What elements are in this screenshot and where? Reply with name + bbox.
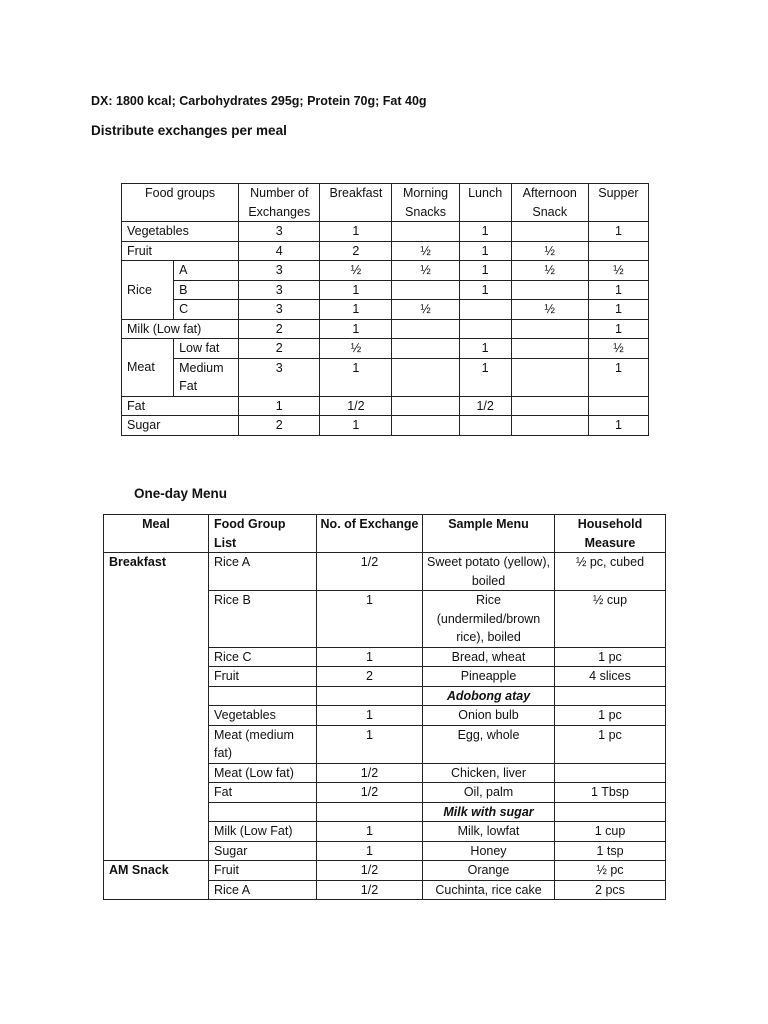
exchange-cell: 1 bbox=[317, 841, 423, 861]
exchange-value-cell: 3 bbox=[239, 261, 320, 281]
exchange-value-cell: ½ bbox=[392, 241, 459, 261]
dish-subheading: Adobong atay bbox=[423, 686, 555, 706]
exchange-distribution-table bbox=[121, 183, 649, 436]
exchange-value-cell bbox=[392, 416, 459, 436]
header-cell: Food Group List bbox=[209, 515, 317, 553]
household-measure-cell bbox=[555, 763, 666, 783]
sample-menu-cell: Honey bbox=[423, 841, 555, 861]
sample-menu-cell: Milk, lowfat bbox=[423, 822, 555, 842]
food-group-cell: Vegetables bbox=[122, 222, 239, 242]
food-group-cell: Fruit bbox=[122, 241, 239, 261]
header-cell: Sample Menu bbox=[423, 515, 555, 553]
exchange-value-cell bbox=[392, 280, 459, 300]
exchange-value-cell bbox=[392, 396, 459, 416]
household-measure-cell: 4 slices bbox=[555, 667, 666, 687]
food-group-cell: Sugar bbox=[122, 416, 239, 436]
exchange-value-cell: ½ bbox=[320, 339, 392, 359]
food-subgroup-cell: Medium Fat bbox=[174, 358, 239, 396]
food-group-cell: Meat (medium fat) bbox=[209, 725, 317, 763]
exchange-value-cell: 1/2 bbox=[320, 396, 392, 416]
exchange-value-cell: 3 bbox=[239, 300, 320, 320]
header-food-groups: Food groups bbox=[122, 184, 239, 222]
exchange-value-cell: 1 bbox=[588, 280, 648, 300]
sample-menu-cell: Chicken, liver bbox=[423, 763, 555, 783]
exchange-value-cell bbox=[588, 241, 648, 261]
table-header-row bbox=[104, 515, 666, 553]
sample-menu-cell: Egg, whole bbox=[423, 725, 555, 763]
exchange-value-cell: 1 bbox=[588, 416, 648, 436]
section-heading: Distribute exchanges per meal bbox=[91, 123, 287, 138]
exchange-value-cell bbox=[459, 300, 511, 320]
household-measure-cell bbox=[555, 802, 666, 822]
exchange-value-cell bbox=[459, 416, 511, 436]
header-cell: Afternoon Snack bbox=[511, 184, 588, 222]
table-row bbox=[122, 241, 649, 261]
exchange-value-cell: 1 bbox=[459, 358, 511, 396]
exchange-value-cell: ½ bbox=[392, 300, 459, 320]
header-cell: Breakfast bbox=[320, 184, 392, 222]
exchange-value-cell: 1 bbox=[459, 280, 511, 300]
food-group-cell: Milk (Low Fat) bbox=[209, 822, 317, 842]
exchange-value-cell bbox=[392, 319, 459, 339]
exchange-value-cell: 1 bbox=[459, 261, 511, 281]
header-cell: Lunch bbox=[459, 184, 511, 222]
exchange-value-cell bbox=[459, 319, 511, 339]
exchange-value-cell bbox=[392, 339, 459, 359]
diagnosis-line: DX: 1800 kcal; Carbohydrates 295g; Protein 70g; Fat 40g bbox=[91, 94, 427, 108]
household-measure-cell: 1 pc bbox=[555, 706, 666, 726]
food-subgroup-cell: A bbox=[174, 261, 239, 281]
header-cell: Supper bbox=[588, 184, 648, 222]
household-measure-cell bbox=[555, 686, 666, 706]
food-group-cell: Fat bbox=[209, 783, 317, 803]
food-group-cell: Vegetables bbox=[209, 706, 317, 726]
one-day-menu-table bbox=[103, 514, 666, 900]
table-row bbox=[122, 396, 649, 416]
exchange-cell bbox=[317, 802, 423, 822]
table-row bbox=[122, 358, 649, 396]
sample-menu-cell: Orange bbox=[423, 861, 555, 881]
exchange-value-cell: 1 bbox=[239, 396, 320, 416]
exchange-value-cell bbox=[511, 280, 588, 300]
household-measure-cell: ½ cup bbox=[555, 591, 666, 648]
table-row bbox=[122, 300, 649, 320]
household-measure-cell: 1 pc bbox=[555, 647, 666, 667]
header-cell: Meal bbox=[104, 515, 209, 553]
exchange-value-cell bbox=[511, 396, 588, 416]
food-group-cell: Fat bbox=[122, 396, 239, 416]
exchange-value-cell bbox=[588, 396, 648, 416]
exchange-cell: 1/2 bbox=[317, 783, 423, 803]
sample-menu-cell: Pineapple bbox=[423, 667, 555, 687]
food-subgroup-cell: B bbox=[174, 280, 239, 300]
household-measure-cell: 1 tsp bbox=[555, 841, 666, 861]
food-group-cell: Meat (Low fat) bbox=[209, 763, 317, 783]
food-subgroup-cell: C bbox=[174, 300, 239, 320]
exchange-value-cell: ½ bbox=[511, 300, 588, 320]
sample-menu-cell: Sweet potato (yellow), boiled bbox=[423, 553, 555, 591]
exchange-value-cell: 1 bbox=[320, 280, 392, 300]
food-group-cell bbox=[209, 686, 317, 706]
sample-menu-cell: Cuchinta, rice cake bbox=[423, 880, 555, 900]
exchange-value-cell: 1 bbox=[320, 300, 392, 320]
sample-menu-cell: Oil, palm bbox=[423, 783, 555, 803]
food-group-cell: Fruit bbox=[209, 667, 317, 687]
food-group-cell: Rice C bbox=[209, 647, 317, 667]
exchange-value-cell bbox=[511, 416, 588, 436]
household-measure-cell: ½ pc bbox=[555, 861, 666, 881]
exchange-cell: 1/2 bbox=[317, 763, 423, 783]
exchange-value-cell bbox=[511, 319, 588, 339]
household-measure-cell: 1 pc bbox=[555, 725, 666, 763]
food-group-cell: Fruit bbox=[209, 861, 317, 881]
food-group-cell: Rice B bbox=[209, 591, 317, 648]
exchange-value-cell: 1 bbox=[588, 358, 648, 396]
food-group-cell: Sugar bbox=[209, 841, 317, 861]
exchange-value-cell: ½ bbox=[392, 261, 459, 281]
food-subgroup-cell: Low fat bbox=[174, 339, 239, 359]
exchange-value-cell: 1 bbox=[588, 300, 648, 320]
exchange-value-cell: 1 bbox=[320, 222, 392, 242]
table-row bbox=[122, 319, 649, 339]
exchange-value-cell: ½ bbox=[511, 261, 588, 281]
food-group-cell: Milk (Low fat) bbox=[122, 319, 239, 339]
menu-title: One-day Menu bbox=[134, 486, 228, 501]
table-header-row bbox=[122, 184, 649, 222]
table-row bbox=[104, 553, 666, 591]
header-cell: Number of Exchanges bbox=[239, 184, 320, 222]
exchange-value-cell: 1 bbox=[588, 319, 648, 339]
exchange-value-cell: 1 bbox=[320, 358, 392, 396]
food-group-cell: Rice bbox=[122, 261, 174, 320]
exchange-value-cell: 3 bbox=[239, 358, 320, 396]
table-row bbox=[122, 261, 649, 281]
exchange-cell: 1 bbox=[317, 706, 423, 726]
meal-cell: AM Snack bbox=[104, 861, 209, 900]
exchange-cell: 2 bbox=[317, 667, 423, 687]
exchange-value-cell bbox=[511, 358, 588, 396]
exchange-value-cell bbox=[511, 222, 588, 242]
exchange-value-cell: 2 bbox=[239, 416, 320, 436]
exchange-value-cell: ½ bbox=[588, 339, 648, 359]
table-row bbox=[122, 222, 649, 242]
meal-cell: Breakfast bbox=[104, 553, 209, 861]
household-measure-cell: 2 pcs bbox=[555, 880, 666, 900]
exchange-cell: 1 bbox=[317, 725, 423, 763]
exchange-value-cell: 1 bbox=[588, 222, 648, 242]
exchange-value-cell: 1 bbox=[459, 222, 511, 242]
exchange-value-cell: 3 bbox=[239, 280, 320, 300]
exchange-cell: 1 bbox=[317, 591, 423, 648]
exchange-value-cell: 4 bbox=[239, 241, 320, 261]
header-cell: Morning Snacks bbox=[392, 184, 459, 222]
exchange-value-cell bbox=[511, 339, 588, 359]
exchange-cell bbox=[317, 686, 423, 706]
sample-menu-cell: Rice (undermiled/brown rice), boiled bbox=[423, 591, 555, 648]
exchange-value-cell: 1 bbox=[320, 319, 392, 339]
food-group-cell: Rice A bbox=[209, 880, 317, 900]
header-cell: No. of Exchange bbox=[317, 515, 423, 553]
table-row bbox=[122, 280, 649, 300]
exchange-value-cell: ½ bbox=[320, 261, 392, 281]
table-row bbox=[104, 861, 666, 881]
food-group-cell bbox=[209, 802, 317, 822]
exchange-cell: 1 bbox=[317, 647, 423, 667]
exchange-value-cell: ½ bbox=[588, 261, 648, 281]
header-cell: Household Measure bbox=[555, 515, 666, 553]
exchange-cell: 1/2 bbox=[317, 861, 423, 881]
table-row bbox=[122, 416, 649, 436]
exchange-value-cell bbox=[392, 358, 459, 396]
exchange-value-cell: 1 bbox=[459, 241, 511, 261]
household-measure-cell: ½ pc, cubed bbox=[555, 553, 666, 591]
exchange-cell: 1 bbox=[317, 822, 423, 842]
table-row bbox=[122, 339, 649, 359]
exchange-cell: 1/2 bbox=[317, 880, 423, 900]
dish-subheading: Milk with sugar bbox=[423, 802, 555, 822]
exchange-value-cell: 2 bbox=[239, 339, 320, 359]
exchange-value-cell: 3 bbox=[239, 222, 320, 242]
household-measure-cell: 1 Tbsp bbox=[555, 783, 666, 803]
exchange-value-cell: 1 bbox=[459, 339, 511, 359]
exchange-value-cell: 2 bbox=[239, 319, 320, 339]
exchange-value-cell: 1 bbox=[320, 416, 392, 436]
exchange-value-cell: 1/2 bbox=[459, 396, 511, 416]
food-group-cell: Rice A bbox=[209, 553, 317, 591]
exchange-value-cell bbox=[392, 222, 459, 242]
exchange-cell: 1/2 bbox=[317, 553, 423, 591]
exchange-value-cell: 2 bbox=[320, 241, 392, 261]
household-measure-cell: 1 cup bbox=[555, 822, 666, 842]
sample-menu-cell: Onion bulb bbox=[423, 706, 555, 726]
food-group-cell: Meat bbox=[122, 339, 174, 397]
sample-menu-cell: Bread, wheat bbox=[423, 647, 555, 667]
exchange-value-cell: ½ bbox=[511, 241, 588, 261]
